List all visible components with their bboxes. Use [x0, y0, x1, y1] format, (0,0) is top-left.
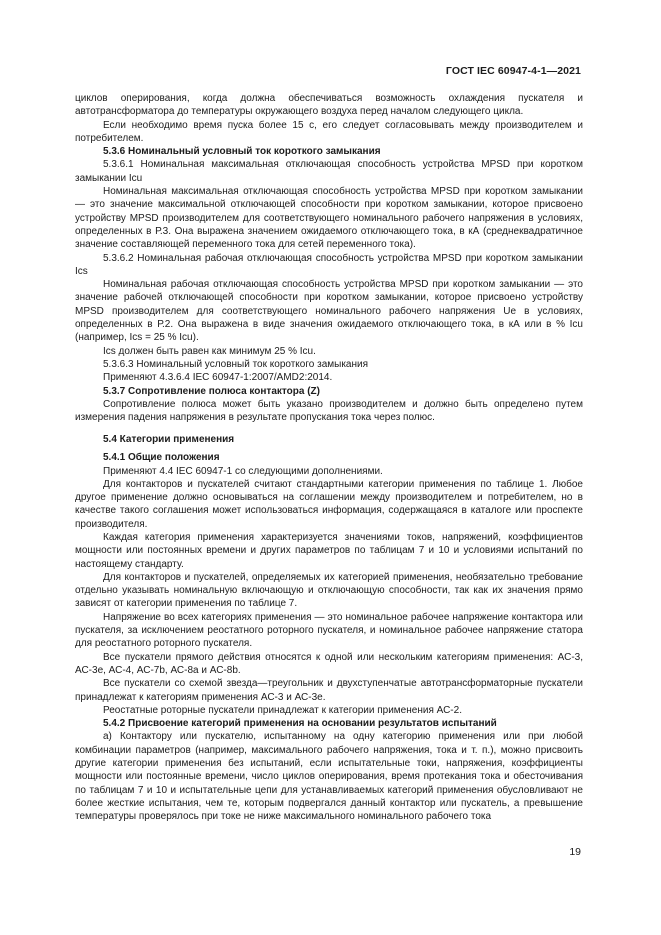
page-number: 19 [569, 846, 581, 858]
subsection-heading: 5.3.6.1 Номинальная максимальная отключающая способность устройства MPSD при коротком замыкании Icu [75, 159, 583, 184]
paragraph: Все пускатели со схемой звезда—треугольник и двухступенчатые автотрансформаторные пускатели принадлежат к категориям применения АС-3 и АС-3е. [75, 678, 583, 703]
paragraph: Реостатные роторные пускатели принадлежат к категории применения АС-2. [103, 704, 462, 716]
section-heading: 5.4.2 Присвоение категорий применения на основании результатов испытаний [103, 718, 497, 730]
subsection-heading: 5.3.6.2 Номинальная рабочая отключающая способность устройства MPSD при коротком замыкании Ics [75, 252, 583, 277]
paragraph: Напряжение во всех категориях применения — это номинальное рабочее напряжение контактора или пускателя, за исключением реостатного роторного пускателя, и номинальное рабочее напряжение статора для реостатного роторного пускателя. [75, 611, 583, 650]
document-body [75, 92, 583, 824]
subsection-heading: 5.3.6.3 Номинальный условный ток короткого замыкания [103, 358, 369, 370]
paragraph: Для контакторов и пускателей, определяемых их категорией применения, необязательно требование отдельно указывать номинальную включающую и отключающую способности, так как их значения прямо зависят от категории применения по таблице 7. [75, 571, 583, 610]
paragraph: Сопротивление полюса может быть указано производителем и должно быть определено путем измерения падения напряжения в результате пропускания тока через полюс. [75, 398, 583, 424]
list-item: а) Контактору или пускателю, испытанному на одну категорию применения или при любой комбинации параметров (например, максимального рабочего напряжения, тока и т. п.), можно присвоить другие категории применения без испытаний, если испытательные токи, напряжения, коэффициенты мощности или постоянные времени, число циклов оперирования, время протекания тока и обесточивания по таблицам 7 и 10 и испытательные цепи для устанавливаемых категорий применения обусловливают не более жесткие испытания, чем те, которым подвергался данный контактор или пускатель, а превышение температуры проверялось при токе не ниже максимального номинального рабочего тока [75, 731, 583, 823]
section-heading: 5.4 Категории применения [103, 433, 235, 445]
paragraph: Все пускатели прямого действия относятся к одной или нескольким категориям применения: АС-3, АС-3е, АС-4, АС-7b, АС-8а и АС-8b. [75, 651, 583, 676]
paragraph: Применяют 4.4 IEC 60947-1 со следующими дополнениями. [103, 465, 383, 477]
paragraph: Для контакторов и пускателей считают стандартными категории применения по таблице 1. Любое другое применение должно основываться на соглашении между производителем и потребителем, но в качестве такого соглашения может использоваться информация, содержащаяся в каталоге или проспекте производителя. [75, 478, 583, 530]
document-header: ГОСТ IEC 60947-4-1—2021 [445, 65, 581, 77]
section-heading: 5.3.7 Сопротивление полюса контактора (Z) [103, 385, 320, 397]
paragraph: циклов оперирования, когда должна обеспечиваться возможность охлаждения пускателя и автотрансформатора до температуры окружающего воздуха перед началом следующего цикла. [75, 93, 583, 118]
paragraph: Ics должен быть равен как минимум 25 % Icu. [103, 345, 316, 357]
paragraph: Номинальная рабочая отключающая способность устройства MPSD при коротком замыкании — это значение рабочей отключающей способности при коротком замыкании, которое присвоено устройству MPSD производителем для соответствующего номинального рабочего напряжения Ue в условиях, определенных в Р.2. Она выражена в виде значения ожидаемого отключающего тока, в кА или в % Icu (например, Ics = 25 % Icu). [75, 279, 583, 344]
paragraph: Номинальная максимальная отключающая способность устройства MPSD при коротком замыкании — это значение максимальной отключающей способности при коротком замыкании, которое присвоено устройству MPSD производителем для соответствующего номинального рабочего напряжения в условиях, определенных в Р.3. Она выражена значением ожидаемого отключающего тока, в кА (среднеквадратичное значение составляющей переменного тока для сетей переменного тока). [75, 186, 583, 251]
section-heading: 5.4.1 Общие положения [103, 452, 220, 464]
paragraph: Применяют 4.3.6.4 IEC 60947-1:2007/AMD2:2014. [103, 372, 333, 384]
paragraph: Если необходимо время пуска более 15 с, его следует согласовывать между производителем и потребителем. [75, 119, 583, 144]
paragraph: Каждая категория применения характеризуется значениями токов, напряжений, коэффициентов мощности или постоянных времени и других параметров по таблицам 7 и 10 и условиями испытаний по настоящему стандарту. [75, 532, 583, 570]
section-heading: 5.3.6 Номинальный условный ток короткого замыкания [103, 146, 381, 158]
